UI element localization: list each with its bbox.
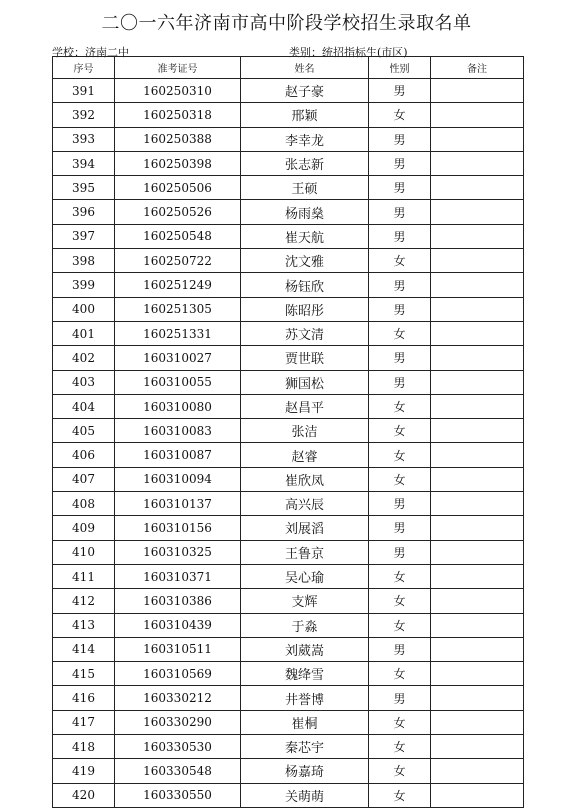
- header-gender: 性别: [369, 57, 431, 79]
- table-row: [53, 589, 524, 613]
- remark-cell: [431, 370, 524, 394]
- table-row: [53, 200, 524, 224]
- gender-cell: 男: [369, 346, 431, 370]
- row-number-cell: 409: [53, 516, 115, 540]
- row-number-cell: 402: [53, 346, 115, 370]
- row-number-cell: 399: [53, 273, 115, 297]
- exam-id-cell: 160251305: [115, 297, 241, 321]
- gender-cell: 男: [369, 79, 431, 103]
- student-name-cell: 赵子豪: [241, 79, 369, 103]
- exam-id-cell: 160250388: [115, 127, 241, 151]
- table-row: [53, 467, 524, 491]
- exam-id-cell: 160310569: [115, 662, 241, 686]
- exam-id-cell: 160310080: [115, 394, 241, 418]
- row-number-cell: 417: [53, 710, 115, 734]
- row-number-cell: 408: [53, 492, 115, 516]
- student-name-cell: 崔欣凤: [241, 467, 369, 491]
- remark-cell: [431, 419, 524, 443]
- exam-id-cell: 160250310: [115, 79, 241, 103]
- table-row: [53, 735, 524, 759]
- remark-cell: [431, 662, 524, 686]
- remark-cell: [431, 249, 524, 273]
- gender-cell: 女: [369, 443, 431, 467]
- row-number-cell: 401: [53, 321, 115, 345]
- remark-cell: [431, 273, 524, 297]
- row-number-cell: 420: [53, 783, 115, 807]
- exam-id-cell: 160310083: [115, 419, 241, 443]
- table-row: [53, 540, 524, 564]
- gender-cell: 女: [369, 394, 431, 418]
- row-number-cell: 414: [53, 637, 115, 661]
- remark-cell: [431, 443, 524, 467]
- row-number-cell: 411: [53, 564, 115, 588]
- student-name-cell: 赵昌平: [241, 394, 369, 418]
- remark-cell: [431, 151, 524, 175]
- student-name-cell: 吴心瑜: [241, 564, 369, 588]
- table-row: [53, 783, 524, 807]
- row-number-cell: 400: [53, 297, 115, 321]
- remark-cell: [431, 492, 524, 516]
- gender-cell: 女: [369, 710, 431, 734]
- table-row: [53, 492, 524, 516]
- student-name-cell: 魏绛雪: [241, 662, 369, 686]
- gender-cell: 男: [369, 200, 431, 224]
- row-number-cell: 405: [53, 419, 115, 443]
- row-number-cell: 418: [53, 735, 115, 759]
- table-row: [53, 564, 524, 588]
- gender-cell: 女: [369, 613, 431, 637]
- exam-id-cell: 160250506: [115, 176, 241, 200]
- row-number-cell: 413: [53, 613, 115, 637]
- table-row: [53, 273, 524, 297]
- exam-id-cell: 160330290: [115, 710, 241, 734]
- exam-id-cell: 160251331: [115, 321, 241, 345]
- remark-cell: [431, 224, 524, 248]
- remark-cell: [431, 686, 524, 710]
- table-header-row: [53, 57, 524, 79]
- remark-cell: [431, 200, 524, 224]
- row-number-cell: 407: [53, 467, 115, 491]
- remark-cell: [431, 637, 524, 661]
- remark-cell: [431, 540, 524, 564]
- student-name-cell: 邢颖: [241, 103, 369, 127]
- header-number: 序号: [53, 57, 115, 79]
- exam-id-cell: 160310094: [115, 467, 241, 491]
- row-number-cell: 396: [53, 200, 115, 224]
- remark-cell: [431, 467, 524, 491]
- table-row: [53, 103, 524, 127]
- exam-id-cell: 160310027: [115, 346, 241, 370]
- table-row: [53, 346, 524, 370]
- exam-id-cell: 160250722: [115, 249, 241, 273]
- table-row: [53, 224, 524, 248]
- remark-cell: [431, 346, 524, 370]
- student-name-cell: 杨雨燊: [241, 200, 369, 224]
- remark-cell: [431, 394, 524, 418]
- exam-id-cell: 160330530: [115, 735, 241, 759]
- document-title: 二〇一六年济南市高中阶段学校招生录取名单: [101, 13, 472, 34]
- remark-cell: [431, 176, 524, 200]
- student-name-cell: 高兴辰: [241, 492, 369, 516]
- remark-cell: [431, 783, 524, 807]
- student-name-cell: 陈昭彤: [241, 297, 369, 321]
- exam-id-cell: 160250526: [115, 200, 241, 224]
- gender-cell: 女: [369, 759, 431, 783]
- admission-table: [52, 56, 524, 808]
- gender-cell: 女: [369, 735, 431, 759]
- student-name-cell: 苏文清: [241, 321, 369, 345]
- gender-cell: 女: [369, 321, 431, 345]
- table-row: [53, 370, 524, 394]
- exam-id-cell: 160251249: [115, 273, 241, 297]
- table-row: [53, 516, 524, 540]
- exam-id-cell: 160330550: [115, 783, 241, 807]
- student-name-cell: 张志新: [241, 151, 369, 175]
- row-number-cell: 419: [53, 759, 115, 783]
- student-name-cell: 支辉: [241, 589, 369, 613]
- student-name-cell: 于淼: [241, 613, 369, 637]
- table-row: [53, 79, 524, 103]
- remark-cell: [431, 735, 524, 759]
- student-name-cell: 赵睿: [241, 443, 369, 467]
- student-name-cell: 崔桐: [241, 710, 369, 734]
- remark-cell: [431, 103, 524, 127]
- exam-id-cell: 160310156: [115, 516, 241, 540]
- gender-cell: 女: [369, 783, 431, 807]
- gender-cell: 男: [369, 127, 431, 151]
- row-number-cell: 403: [53, 370, 115, 394]
- exam-id-cell: 160250548: [115, 224, 241, 248]
- row-number-cell: 406: [53, 443, 115, 467]
- gender-cell: 女: [369, 103, 431, 127]
- gender-cell: 男: [369, 370, 431, 394]
- exam-id-cell: 160250318: [115, 103, 241, 127]
- table-row: [53, 419, 524, 443]
- table-row: [53, 613, 524, 637]
- gender-cell: 女: [369, 589, 431, 613]
- student-name-cell: 刘展滔: [241, 516, 369, 540]
- student-name-cell: 贾世联: [241, 346, 369, 370]
- gender-cell: 女: [369, 662, 431, 686]
- table-row: [53, 321, 524, 345]
- table-row: [53, 151, 524, 175]
- row-number-cell: 397: [53, 224, 115, 248]
- remark-cell: [431, 589, 524, 613]
- row-number-cell: 398: [53, 249, 115, 273]
- student-name-cell: 张洁: [241, 419, 369, 443]
- row-number-cell: 404: [53, 394, 115, 418]
- exam-id-cell: 160310371: [115, 564, 241, 588]
- row-number-cell: 392: [53, 103, 115, 127]
- student-name-cell: 崔天航: [241, 224, 369, 248]
- remark-cell: [431, 613, 524, 637]
- student-name-cell: 杨钰欣: [241, 273, 369, 297]
- student-name-cell: 秦芯宇: [241, 735, 369, 759]
- remark-cell: [431, 127, 524, 151]
- remark-cell: [431, 79, 524, 103]
- row-number-cell: 395: [53, 176, 115, 200]
- gender-cell: 男: [369, 637, 431, 661]
- school-label: 学校：济南二中: [52, 46, 129, 59]
- gender-cell: 女: [369, 564, 431, 588]
- student-name-cell: 沈文雅: [241, 249, 369, 273]
- exam-id-cell: 160310511: [115, 637, 241, 661]
- remark-cell: [431, 297, 524, 321]
- remark-cell: [431, 710, 524, 734]
- category-label: 类别：统招指标生(市区): [289, 46, 408, 59]
- row-number-cell: 393: [53, 127, 115, 151]
- table-row: [53, 127, 524, 151]
- student-name-cell: 刘葳嵩: [241, 637, 369, 661]
- student-name-cell: 王鲁京: [241, 540, 369, 564]
- exam-id-cell: 160310386: [115, 589, 241, 613]
- table-row: [53, 710, 524, 734]
- exam-id-cell: 160310439: [115, 613, 241, 637]
- student-name-cell: 王硕: [241, 176, 369, 200]
- table-row: [53, 297, 524, 321]
- header-remark: 备注: [431, 57, 524, 79]
- gender-cell: 男: [369, 224, 431, 248]
- table-row: [53, 686, 524, 710]
- row-number-cell: 415: [53, 662, 115, 686]
- table-body: [53, 79, 524, 808]
- student-name-cell: 李幸龙: [241, 127, 369, 151]
- gender-cell: 男: [369, 492, 431, 516]
- table-row: [53, 394, 524, 418]
- remark-cell: [431, 516, 524, 540]
- gender-cell: 男: [369, 151, 431, 175]
- row-number-cell: 391: [53, 79, 115, 103]
- exam-id-cell: 160310055: [115, 370, 241, 394]
- gender-cell: 男: [369, 540, 431, 564]
- exam-id-cell: 160310137: [115, 492, 241, 516]
- exam-id-cell: 160330548: [115, 759, 241, 783]
- exam-id-cell: 160310087: [115, 443, 241, 467]
- table-row: [53, 249, 524, 273]
- student-name-cell: 狮国松: [241, 370, 369, 394]
- header-exam-id: 准考证号: [115, 57, 241, 79]
- gender-cell: 女: [369, 467, 431, 491]
- gender-cell: 女: [369, 249, 431, 273]
- remark-cell: [431, 564, 524, 588]
- row-number-cell: 410: [53, 540, 115, 564]
- student-name-cell: 杨嘉琦: [241, 759, 369, 783]
- exam-id-cell: 160330212: [115, 686, 241, 710]
- gender-cell: 男: [369, 516, 431, 540]
- exam-id-cell: 160310325: [115, 540, 241, 564]
- gender-cell: 男: [369, 176, 431, 200]
- gender-cell: 男: [369, 273, 431, 297]
- exam-id-cell: 160250398: [115, 151, 241, 175]
- table-row: [53, 637, 524, 661]
- table-row: [53, 443, 524, 467]
- row-number-cell: 412: [53, 589, 115, 613]
- row-number-cell: 394: [53, 151, 115, 175]
- student-name-cell: 井誉博: [241, 686, 369, 710]
- remark-cell: [431, 321, 524, 345]
- student-name-cell: 关萌萌: [241, 783, 369, 807]
- table-row: [53, 662, 524, 686]
- gender-cell: 男: [369, 297, 431, 321]
- remark-cell: [431, 759, 524, 783]
- table-row: [53, 176, 524, 200]
- gender-cell: 女: [369, 419, 431, 443]
- gender-cell: 男: [369, 686, 431, 710]
- header-name: 姓名: [241, 57, 369, 79]
- row-number-cell: 416: [53, 686, 115, 710]
- table-row: [53, 759, 524, 783]
